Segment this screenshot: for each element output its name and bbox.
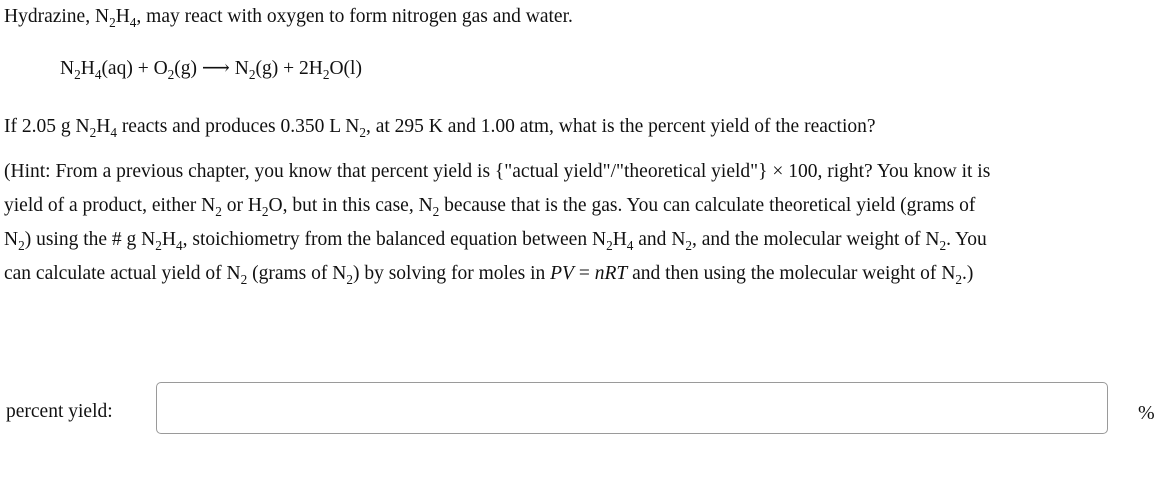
formula-n2: $N_2$ <box>418 195 440 220</box>
intro-text <box>4 4 573 30</box>
question-prompt: If 2.05 g $N_2H_4$ reacts and produces 0.350 L $N_2$, at 295 K and 1.00 atm, what is the percent yield of the reaction? <box>4 116 876 141</box>
formula-n2: $N_2$ <box>345 116 366 141</box>
formula-n2h4: $N_2H_4$ <box>94 6 137 31</box>
formula-o2: $O_2$ <box>153 58 175 83</box>
formula-n2: $N_2$ <box>4 229 25 254</box>
percent-yield-label: percent yield: <box>6 401 113 422</box>
formula-n2: $N_2$ <box>332 263 353 288</box>
percent-yield-input[interactable] <box>156 382 1108 434</box>
reaction-equation: $N_2H_4(aq) + O_2(g)$ ⟶ $N_2(g) + 2H_2O(l)$ <box>60 58 362 83</box>
formula-n2h4: $N_2H_4$ <box>591 229 634 254</box>
formula-n2: $N_2$ <box>925 229 947 254</box>
hint-line-1: (Hint: From a previous chapter, you know that percent yield is {"actual yield"/"theoretical yield"} × 100, right? You know it is <box>4 161 991 182</box>
formula-h2o: $H_2$ <box>308 58 330 83</box>
formula-h2o: $H_2$ <box>247 195 269 220</box>
reaction-arrow: ⟶ <box>201 58 230 79</box>
formula-n2: $N_2$ <box>234 58 256 83</box>
formula-n2: $N_2$ <box>226 263 248 288</box>
intro-part: Hydrazine, <box>4 6 95 27</box>
formula-n2: $N_2$ <box>201 195 222 220</box>
math-pv: PV <box>550 263 574 284</box>
formula-n2: $N_2$ <box>941 263 963 288</box>
hint-line-2: yield of a product, either $N_2$ or $H_2O$, but in this case, $N_2$ because that is the gas. You can calculate theoretical yield (grams of <box>4 195 976 220</box>
formula-n2: $N_2$ <box>671 229 693 254</box>
intro-part: , may react with oxygen to form nitrogen gas and water. <box>136 6 573 27</box>
math-nrt: nRT <box>594 263 628 284</box>
formula-n2h4: $N_2H_4$ <box>75 116 117 141</box>
percent-unit: % <box>1138 402 1155 424</box>
formula-n2h4: $N_2H_4$ <box>141 229 183 254</box>
hint-line-4: can calculate actual yield of $N_2$ (grams of $N_2$) by solving for moles in PV = nRT and then using the molecular weight of $N_2$.) <box>4 263 974 288</box>
hint-line-3: $N_2$) using the # g $N_2H_4$, stoichiometry from the balanced equation between $N_2H_4$ and $N_2$, and the molecular weight of $N_2$. You <box>4 229 987 254</box>
formula-n2h4: $N_2H_4$ <box>60 58 102 83</box>
